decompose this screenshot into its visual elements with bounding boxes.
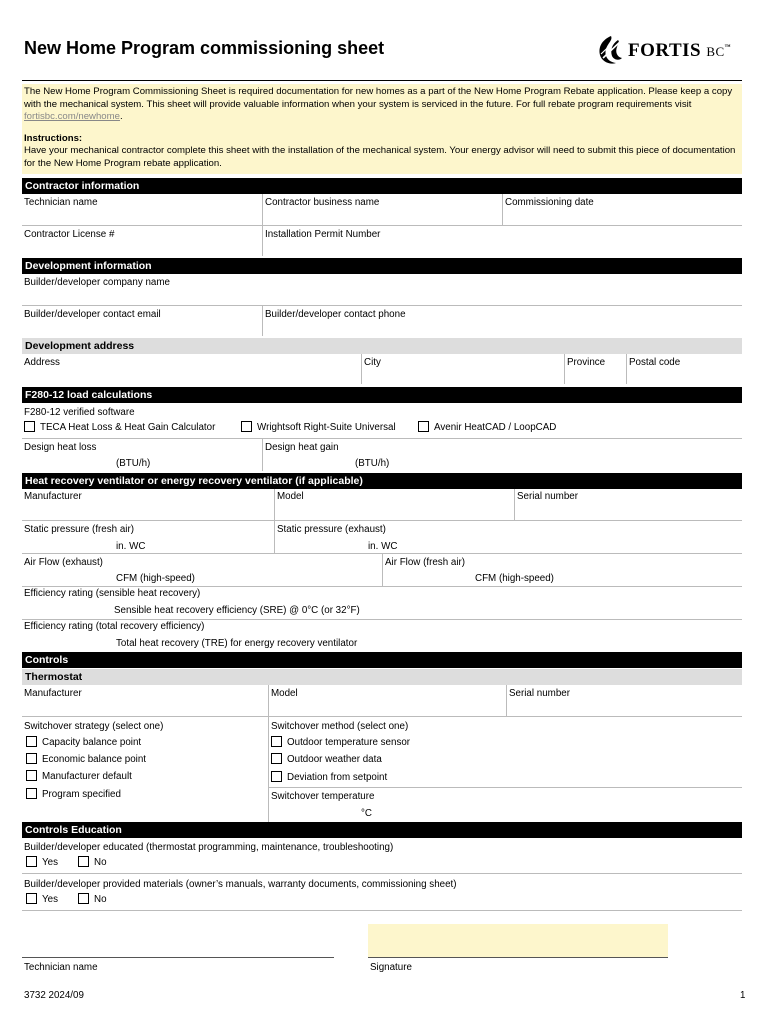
contact-phone-field[interactable]: Builder/developer contact phone [265, 309, 406, 320]
checkbox[interactable] [26, 893, 37, 904]
strategy-capacity[interactable]: Capacity balance point [26, 737, 141, 748]
hrv-manufacturer-field[interactable]: Manufacturer [24, 491, 82, 502]
method-deviation[interactable]: Deviation from setpoint [271, 772, 387, 783]
heat-gain-field[interactable]: Design heat gain [265, 442, 339, 453]
thermostat-heading: Thermostat [22, 669, 742, 685]
checkbox[interactable] [271, 753, 282, 764]
education-heading: Controls Education [22, 822, 742, 838]
page-title: New Home Program commissioning sheet [24, 38, 385, 58]
controls-heading: Controls [22, 652, 742, 668]
strategy-label: Switchover strategy (select one) [24, 721, 164, 732]
form-code: 3732 2024/09 [24, 990, 84, 1001]
materials-yes[interactable]: Yes [26, 894, 58, 905]
license-field[interactable]: Contractor License # [24, 229, 115, 240]
address-field[interactable]: Address [24, 357, 60, 368]
instructions-label: Instructions: [24, 132, 83, 144]
educated-no[interactable]: No [78, 857, 107, 868]
technician-name-field[interactable]: Technician name [24, 197, 98, 208]
instructions-text: Have your mechanical contractor complete this sheet with the installation of the mechanical system. Your energy advisor will need to submit this piece of documentation for the New Home Program rebate application. [24, 145, 736, 169]
checkbox[interactable] [241, 421, 252, 432]
static-pressure-fresh-field[interactable]: Static pressure (fresh air) [24, 524, 134, 535]
hrv-heading: Heat recovery ventilator or energy recovery ventilator (if applicable) [22, 473, 742, 489]
program-link[interactable]: fortisbc.com/newhome [24, 111, 120, 122]
checkbox[interactable] [26, 736, 37, 747]
switchover-temp-field[interactable]: Switchover temperature [271, 791, 375, 802]
software-option-wrightsoft[interactable]: Wrightsoft Right-Suite Universal [241, 422, 396, 433]
inwc-unit: in. WC [116, 541, 146, 552]
method-weather-data[interactable]: Outdoor weather data [271, 754, 382, 765]
strategy-economic[interactable]: Economic balance point [26, 754, 146, 765]
airflow-fresh-field[interactable]: Air Flow (fresh air) [385, 557, 466, 568]
software-label: F280-12 verified software [24, 407, 135, 418]
eff-sensible-field[interactable]: Efficiency rating (sensible heat recovery) [24, 588, 201, 599]
cfm-unit: CFM (high-speed) [475, 573, 554, 584]
heat-loss-unit: (BTU/h) [116, 458, 151, 469]
thermostat-serial-field[interactable]: Serial number [509, 688, 570, 699]
intro-box: The New Home Program Commissioning Sheet is required documentation for new homes as a part of the New Home Program Rebate application. Please keep a copy with the mechanical system. This sheet will provide valuable information when your system is serviced in the future. For full rebate program requirements visit fortisbc.com/newhome. Instructions: Have your mechanical contractor complete this sheet with the installation of the mechanical system. Your energy advisor will need to submit this piece of documentation for the New Home Program rebate application. [22, 84, 742, 174]
educated-yes[interactable]: Yes [26, 857, 58, 868]
contractor-heading: Contractor information [22, 178, 742, 194]
airflow-exhaust-field[interactable]: Air Flow (exhaust) [24, 557, 103, 568]
commissioning-date-field[interactable]: Commissioning date [505, 197, 594, 208]
development-heading: Development information [22, 258, 742, 274]
strategy-manufacturer[interactable]: Manufacturer default [26, 771, 132, 782]
checkbox[interactable] [26, 788, 37, 799]
materials-question: Builder/developer provided materials (owner’s manuals, warranty documents, commissioning sheet) [24, 879, 457, 890]
cfm-unit: CFM (high-speed) [116, 573, 195, 584]
static-pressure-exhaust-field[interactable]: Static pressure (exhaust) [277, 524, 386, 535]
method-outdoor-sensor[interactable]: Outdoor temperature sensor [271, 737, 410, 748]
flame-logo-icon [596, 34, 626, 66]
checkbox[interactable] [26, 770, 37, 781]
thermostat-model-field[interactable]: Model [271, 688, 298, 699]
checkbox[interactable] [78, 893, 89, 904]
software-option-teca[interactable]: TECA Heat Loss & Heat Gain Calculator [24, 422, 215, 433]
permit-field[interactable]: Installation Permit Number [265, 229, 381, 240]
checkbox[interactable] [26, 856, 37, 867]
tre-label: Total heat recovery (TRE) for energy recovery ventilator [116, 638, 358, 649]
materials-no[interactable]: No [78, 894, 107, 905]
checkbox[interactable] [78, 856, 89, 867]
business-name-field[interactable]: Contractor business name [265, 197, 380, 208]
educated-question: Builder/developer educated (thermostat programming, maintenance, troubleshooting) [24, 842, 394, 853]
checkbox[interactable] [271, 736, 282, 747]
hrv-model-field[interactable]: Model [277, 491, 304, 502]
signature-box[interactable] [368, 924, 668, 958]
heat-loss-field[interactable]: Design heat loss [24, 442, 97, 453]
fortisbc-logo: FORTIS BC™ [596, 34, 746, 68]
signoff-signature-label: Signature [370, 962, 412, 973]
postal-code-field[interactable]: Postal code [629, 357, 681, 368]
heat-gain-unit: (BTU/h) [355, 458, 390, 469]
signoff-technician-label: Technician name [24, 962, 98, 973]
checkbox[interactable] [271, 771, 282, 782]
city-field[interactable]: City [364, 357, 381, 368]
checkbox[interactable] [418, 421, 429, 432]
intro-paragraph: The New Home Program Commissioning Sheet is required documentation for new homes as a part of the New Home Program Rebate application. Please keep a copy with the mechanical system. This sheet will provide valuable information when your system is serviced in the future. For full rebate program requirements visit [24, 86, 733, 110]
company-field[interactable]: Builder/developer company name [24, 277, 170, 288]
page-number: 1 [740, 990, 746, 1001]
strategy-program[interactable]: Program specified [26, 789, 121, 800]
temp-unit: °C [361, 808, 372, 819]
checkbox[interactable] [26, 753, 37, 764]
eff-total-field[interactable]: Efficiency rating (total recovery efficiency) [24, 621, 205, 632]
load-calc-heading: F280-12 load calculations [22, 387, 742, 403]
technician-signline [22, 957, 334, 958]
signature-signline [368, 957, 668, 958]
province-field[interactable]: Province [567, 357, 606, 368]
hrv-serial-field[interactable]: Serial number [517, 491, 578, 502]
contact-email-field[interactable]: Builder/developer contact email [24, 309, 161, 320]
header-rule [22, 80, 742, 81]
address-heading: Development address [22, 338, 742, 354]
software-option-avenir[interactable]: Avenir HeatCAD / LoopCAD [418, 422, 556, 433]
inwc-unit: in. WC [368, 541, 398, 552]
method-label: Switchover method (select one) [271, 721, 409, 732]
thermostat-manufacturer-field[interactable]: Manufacturer [24, 688, 82, 699]
checkbox[interactable] [24, 421, 35, 432]
sre-label: Sensible heat recovery efficiency (SRE) @ 0°C (or 32°F) [114, 605, 360, 616]
